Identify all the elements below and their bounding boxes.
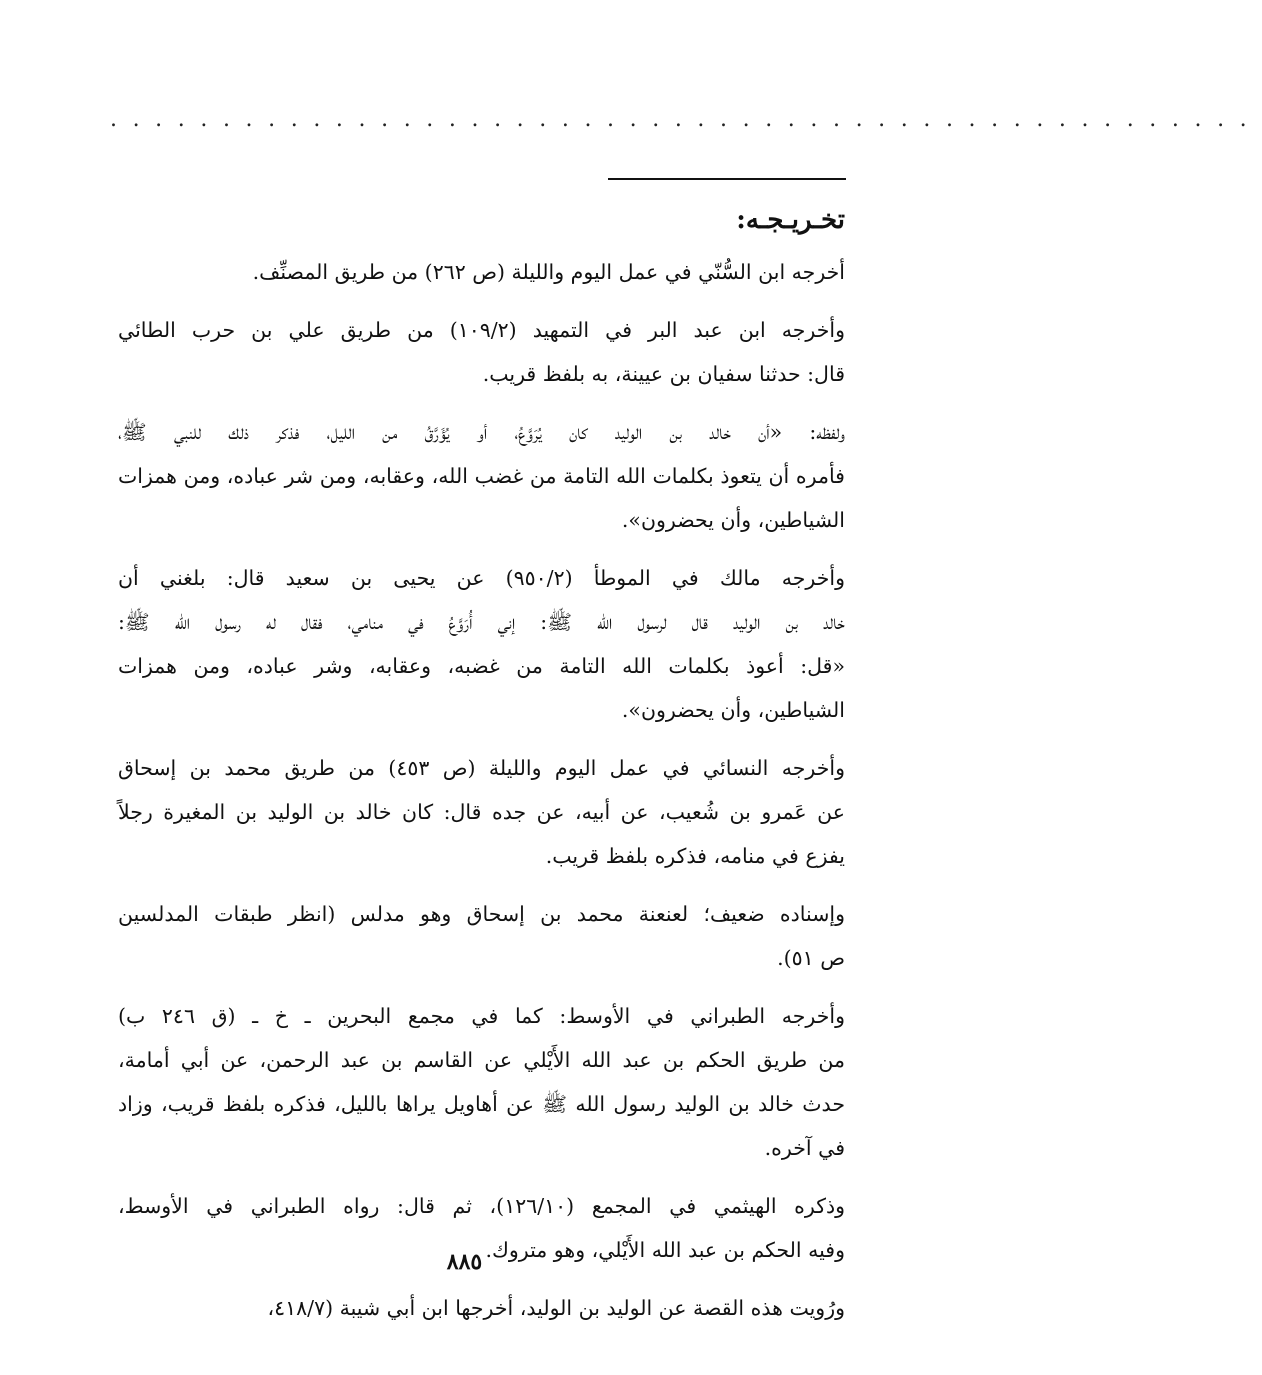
text-line: وذكره الهيثمي في المجمع (١٢٦/١٠)، ثم قال: رواه الطبراني في الأوسط،: [118, 1194, 846, 1218]
paragraph: [118, 410, 845, 542]
text-line: وفيه الحكم بن عبد الله الأَيْلي، وهو متروك.: [485, 1238, 845, 1262]
text-line: خالد بن الوليد قال لرسول الله ﷺ: إني أُرَوَّعُ في منامي، فقال له رسول الله ﷺ:: [118, 610, 845, 634]
text-line: في آخره.: [764, 1136, 845, 1160]
paragraph: [118, 250, 845, 294]
text-line: وأخرجه النسائي في عمل اليوم والليلة (ص ٤٥٣) من طريق محمد بن إسحاق: [118, 756, 845, 780]
text-line: الشياطين، وأن يحضرون».: [621, 508, 845, 532]
section-heading: تخـريـجـه:: [736, 205, 845, 235]
paragraph: [118, 556, 845, 732]
text-line: أخرجه ابن السُّنّي في عمل اليوم والليلة (ص ٢٦٢) من طريق المصنِّف.: [252, 260, 845, 284]
text-line: الشياطين، وأن يحضرون».: [621, 698, 845, 722]
text-line: فأمره أن يتعوذ بكلمات الله التامة من غضب الله، وعقابه، ومن شر عباده، ومن همزات: [118, 464, 845, 488]
paragraph: [118, 746, 845, 878]
text-line: من طريق الحكم بن عبد الله الأَيْلي عن القاسم بن عبد الرحمن، عن أبي أمامة،: [118, 1048, 845, 1072]
paragraph: [118, 1286, 845, 1330]
dotted-separator: ...................................................: [110, 107, 1262, 132]
paragraph: [118, 994, 845, 1170]
text-line: ولفظه: «أن خالد بن الوليد كان يُرَوَّعُ، أو يُؤَرَّقُ من الليل، فذكر ذلك للنبي ﷺ،: [118, 420, 845, 444]
body-text: [118, 250, 845, 1344]
paragraph: [118, 892, 845, 980]
text-line: وإسناده ضعيف؛ لعنعنة محمد بن إسحاق وهو مدلس (انظر طبقات المدلسين: [118, 902, 845, 926]
page-number: ٨٨٥: [446, 1249, 483, 1275]
text-line: «قل: أعوذ بكلمات الله التامة من غضبه، وعقابه، وشر عباده، ومن همزات: [118, 654, 845, 678]
text-line: يفزع في منامه، فذكره بلفظ قريب.: [545, 844, 845, 868]
text-line: عن عَمرو بن شُعيب، عن أبيه، عن جده قال: كان خالد بن الوليد بن المغيرة رجلاً: [118, 800, 845, 824]
text-line: ص ٥١).: [777, 946, 845, 970]
text-line: وأخرجه ابن عبد البر في التمهيد (١٠٩/٢) من طريق علي بن حرب الطائي: [118, 318, 845, 342]
footnote-rule: [608, 178, 846, 180]
text-line: وأخرجه الطبراني في الأوسط: كما في مجمع البحرين ـ خ ـ (ق ٢٤٦ ب): [118, 1004, 845, 1028]
text-line: قال: حدثنا سفيان بن عيينة، به بلفظ قريب.: [482, 362, 845, 386]
text-line: ورُويت هذه القصة عن الوليد بن الوليد، أخرجها ابن أبي شيبة (٤١٨/٧،: [267, 1296, 845, 1320]
text-line: حدث خالد بن الوليد رسول الله ﷺ عن أهاويل يراها بالليل، فذكره بلفظ قريب، وزاد: [118, 1092, 845, 1116]
paragraph: [118, 308, 845, 396]
text-line: وأخرجه مالك في الموطأ (٩٥٠/٢) عن يحيى بن سعيد قال: بلغني أن: [118, 566, 845, 590]
